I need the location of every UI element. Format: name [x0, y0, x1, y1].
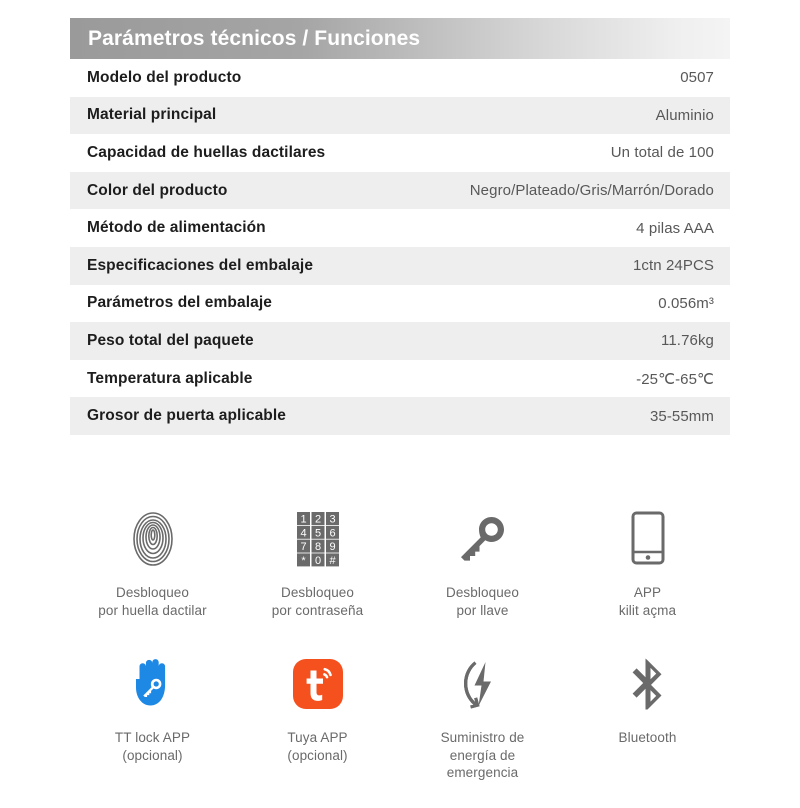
spec-label: Método de alimentación [87, 219, 266, 237]
spec-value: 0.056m³ [658, 294, 714, 312]
table-row [70, 397, 730, 435]
specifications-table [70, 18, 730, 435]
table-row [70, 97, 730, 135]
spec-value: Negro/Plateado/Gris/Marrón/Dorado [469, 182, 714, 200]
table-row [70, 360, 730, 398]
table-row [70, 285, 730, 323]
feature-tuya-app [235, 653, 400, 798]
bluetooth-icon [628, 653, 668, 715]
spec-value: 11.76kg [661, 332, 714, 350]
feature-password-unlock [235, 508, 400, 653]
feature-label [287, 729, 347, 764]
spec-value: 35-55mm [649, 407, 714, 425]
feature-label-line2: por contraseña [271, 602, 364, 618]
feature-label-line1: Tuya APP [287, 730, 348, 745]
keypad-key-4: 4 [299, 527, 307, 540]
spec-label: Color del producto [87, 181, 228, 199]
spec-value: 4 pilas AAA [636, 219, 714, 237]
table-header-bar [70, 18, 730, 59]
feature-emergency-power [400, 653, 565, 798]
key-icon [457, 508, 509, 570]
keypad-icon [296, 508, 340, 570]
feature-label-line1: Desbloqueo [445, 585, 520, 600]
spec-label: Capacidad de huellas dactilares [87, 143, 326, 161]
feature-key-unlock [400, 508, 565, 653]
feature-label-line1: Suministro de [440, 730, 525, 745]
feature-fingerprint-unlock [70, 508, 235, 653]
spec-label: Modelo del producto [87, 68, 242, 86]
feature-label-line1: Desbloqueo [280, 585, 355, 600]
feature-icon-grid [70, 508, 730, 798]
keypad-key-7: 7 [299, 541, 307, 554]
keypad-key-9: 9 [328, 541, 336, 554]
table-row [70, 322, 730, 360]
spec-label: Grosor de puerta aplicable [87, 407, 286, 425]
keypad-key-star: * [300, 555, 306, 567]
spec-label: Especificaciones del embalaje [87, 256, 314, 274]
feature-label [446, 584, 519, 619]
feature-label-line1: TT lock APP [114, 730, 191, 745]
table-row [70, 209, 730, 247]
spec-label: Temperatura aplicable [87, 369, 253, 387]
feature-label-line1: Desbloqueo [115, 585, 190, 600]
table-row [70, 172, 730, 210]
fingerprint-icon [132, 508, 174, 570]
feature-label [441, 729, 525, 782]
table-row [70, 247, 730, 285]
feature-label-line2: kilit açma [618, 602, 677, 618]
keypad-key-3: 3 [328, 513, 336, 526]
smartphone-icon [629, 508, 667, 570]
feature-label-line2: por llave [456, 602, 509, 618]
spec-label: Parámetros del embalaje [87, 294, 272, 312]
keypad-key-1: 1 [299, 513, 307, 526]
emergency-power-icon [456, 653, 510, 715]
keypad-key-8: 8 [314, 541, 321, 554]
keypad-key-6: 6 [328, 527, 336, 540]
feature-label-line2: (opcional) [287, 747, 348, 763]
table-row [70, 59, 730, 97]
tuya-logo-icon [293, 653, 343, 715]
spec-label: Material principal [87, 106, 217, 124]
feature-app-unlock [565, 508, 730, 653]
hand-key-icon [128, 653, 178, 715]
feature-label-line2: (opcional) [122, 747, 183, 763]
table-row [70, 134, 730, 172]
spec-value: 1ctn 24PCS [632, 257, 714, 275]
feature-label-line2: energía de [449, 747, 516, 763]
keypad-key-2: 2 [314, 513, 321, 526]
feature-label-line3: emergencia [446, 765, 519, 780]
spec-value: -25℃-65℃ [636, 370, 714, 388]
feature-label [98, 584, 206, 619]
feature-bluetooth [565, 653, 730, 798]
feature-label-line1: Bluetooth [618, 730, 677, 745]
feature-label [115, 729, 190, 764]
spec-value: Aluminio [655, 106, 714, 124]
feature-label-line1: APP [633, 585, 662, 600]
keypad-key-5: 5 [314, 527, 321, 540]
keypad-key-0: 0 [314, 554, 321, 567]
spec-value: 0507 [680, 69, 714, 87]
keypad-key-hash: # [328, 554, 336, 567]
feature-label [619, 584, 676, 619]
spec-value: Un total de 100 [610, 144, 714, 162]
feature-ttlock-app [70, 653, 235, 798]
feature-label [619, 729, 677, 747]
feature-label [272, 584, 363, 619]
spec-label: Peso total del paquete [87, 331, 254, 349]
page-title: Parámetros técnicos / Funciones [88, 26, 421, 50]
feature-label-line2: por huella dactilar [98, 602, 207, 618]
